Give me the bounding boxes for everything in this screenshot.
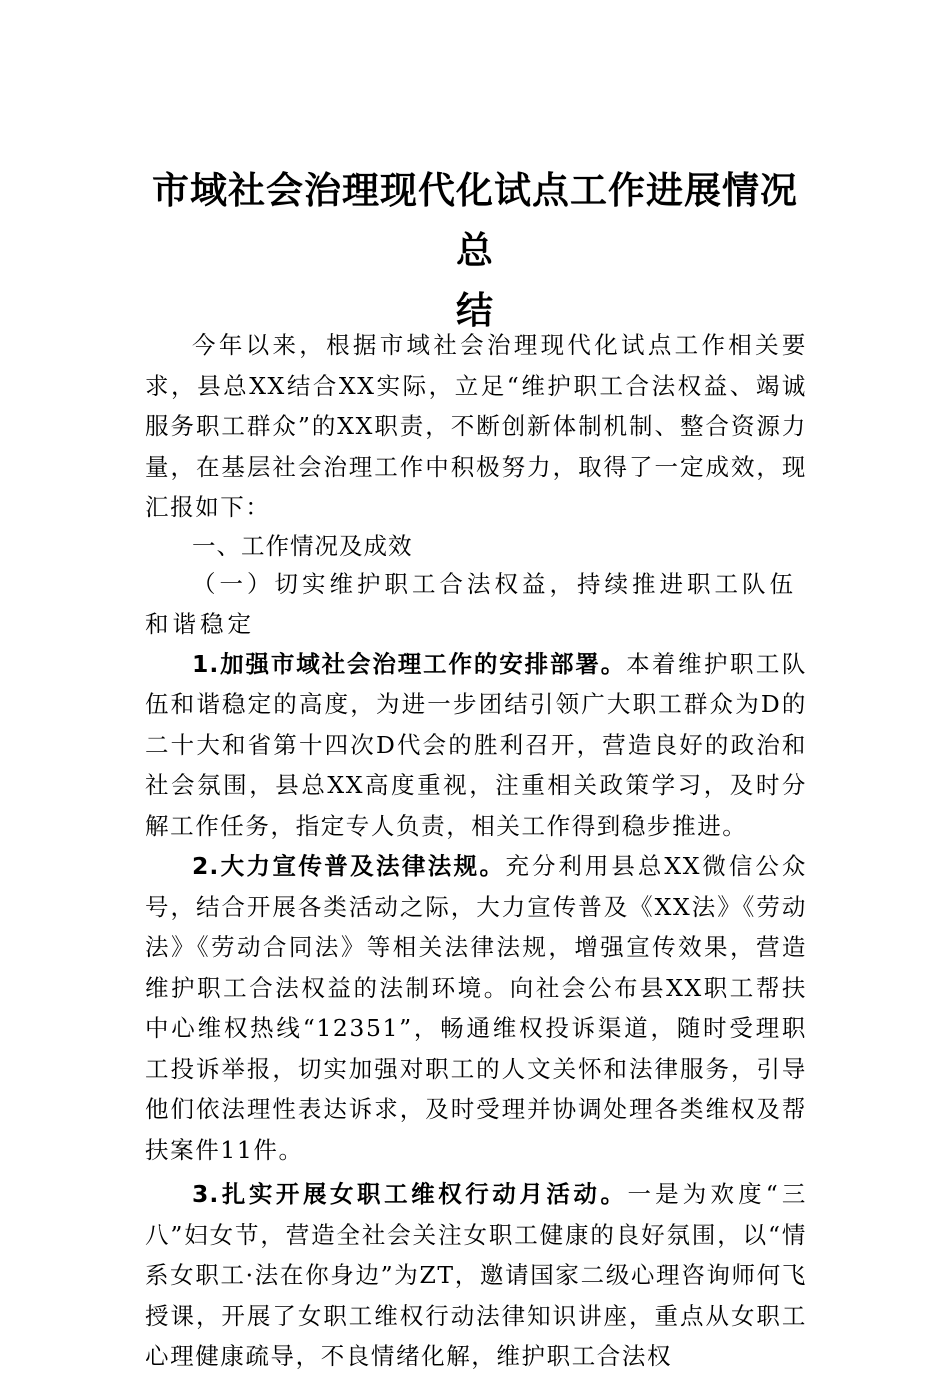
item-lead-2: 2.大力宣传普及法律法规。 xyxy=(192,852,506,880)
item-paragraph-1 xyxy=(145,644,807,847)
item-paragraph-3 xyxy=(145,1174,807,1377)
item-text-2: 充分利用县总XX微信公众号，结合开展各类活动之际，大力宣传普及《XX法》《劳动法》《劳动合同法》等相关法律法规，增强宣传效果，营造维护职工合法权益的法制环境。向社会公布县XX职工帮扶中心维权热线“12351”，畅通维权投诉渠道，随时受理职工投诉举报，切实加强对职工的人文关怀和法律服务，引导他们依法理性表达诉求，及时受理并协调处理各类维权及帮扶案件11件。 xyxy=(145,852,807,1164)
section-heading: 一、工作情况及成效 xyxy=(192,531,413,560)
document-title xyxy=(140,160,810,340)
intro-paragraph: 今年以来，根据市域社会治理现代化试点工作相关要求，县总XX结合XX实际，立足“维护职工合法权益、竭诚服务职工群众”的XX职责，不断创新体制机制、整合资源力量，在基层社会治理工作中积极努力，取得了一定成效，现汇报如下： xyxy=(145,331,807,521)
item-text-3: 一是为欢度“三八”妇女节，营造全社会关注女职工健康的良好氛围，以“情系女职工·法在你身边”为ZT，邀请国家二级心理咨询师何飞授课，开展了女职工维权行动法律知识讲座，重点从女职工心理健康疏导，不良情绪化解，维护职工合法权 xyxy=(145,1180,808,1370)
item-lead-3: 3.扎实开展女职工维权行动月活动。 xyxy=(192,1180,628,1208)
subsection-heading: （一）切实维护职工合法权益，持续推进职工队伍和谐稳定 xyxy=(145,569,797,638)
item-text-1: 本着维护职工队伍和谐稳定的高度，为进一步团结引领广大职工群众为D的二十大和省第十四次D代会的胜利召开，营造良好的政治和社会氛围，县总XX高度重视，注重相关政策学习，及时分解工作任务，指定专人负责，相关工作得到稳步推进。 xyxy=(145,649,807,840)
title-line-1: 市域社会治理现代化试点工作进展情况总 xyxy=(152,168,798,272)
title-line-2: 结 xyxy=(456,288,494,332)
item-lead-1: 1.加强市域社会治理工作的安排部署。 xyxy=(192,649,627,678)
document-body xyxy=(145,325,807,1377)
item-paragraph-2 xyxy=(145,846,807,1170)
